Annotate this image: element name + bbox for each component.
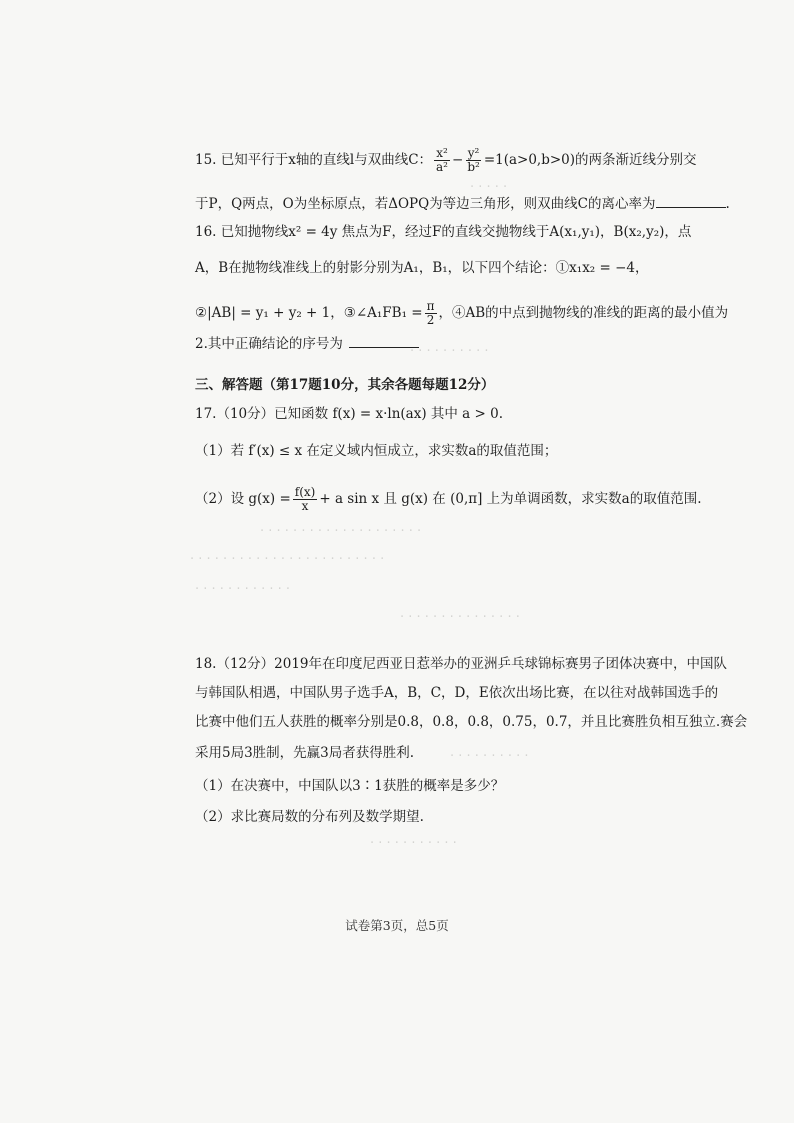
answer-blank [656, 195, 726, 208]
q15-minus: − [452, 152, 464, 168]
bleed-through-text: . . . . . . . . . . . [370, 832, 457, 847]
q18-part1 [195, 776, 695, 796]
bleed-through-text: . . . . . . . . . . [450, 745, 529, 760]
bleed-through-text: . . . . . . . . . . . . . . . [400, 606, 520, 621]
q16-line3 [195, 299, 729, 327]
q17-part1 [195, 441, 695, 461]
q18-part1-text: （1）在决赛中，中国队以3∶1获胜的概率是多少？ [195, 778, 505, 794]
q17-part2 [195, 485, 702, 513]
q16-frac-num: π [426, 299, 435, 313]
q15-frac-num2: y² [467, 146, 480, 160]
q16-text3b: ，④AB的中点到抛物线的准线的距离的最小值为 [438, 305, 729, 321]
q15-frac-den2: b² [467, 160, 480, 174]
section-heading [195, 375, 695, 395]
q17-frac-den: x [301, 499, 309, 513]
bleed-through-text: . . . . . . . . . . . . . . . . . . . . . . . . [190, 548, 385, 563]
q15-line2 [195, 194, 730, 214]
q17-line1 [195, 404, 695, 424]
q18-line2 [195, 683, 719, 703]
q18-text3: 比赛中他们五人获胜的概率分别是0.8，0.8，0.8，0.75，0.7，并且比赛胜负相互独立.赛会 [195, 714, 748, 730]
q16-text1: 16. 已知抛物线x² = 4y 焦点为F，经过F的直线交抛物线于A(x₁,y₁)，B(x₂,y₂)，点 [195, 224, 692, 240]
q18-text4: 采用5局3胜制，先赢3局者获得胜利. [195, 745, 415, 761]
bleed-through-text: . . . . . . . . . . . . . . . . . . . . [260, 520, 422, 535]
q16-text2: A，B在抛物线准线上的射影分别为A₁，B₁，以下四个结论：①x₁x₂ = −4， [195, 260, 649, 276]
q15-line1 [195, 147, 695, 174]
q15-text2: 于P，Q两点，O为坐标原点，若ΔOPQ为等边三角形，则双曲线C的离心率为 [195, 196, 656, 212]
q15-text: 15. 已知平行于x轴的直线l与双曲线C： [195, 152, 433, 168]
q18-text2: 与韩国队相遇，中国队男子选手A，B，C，D，E依次出场比赛，在以往对战韩国选手的 [195, 685, 719, 701]
q18-line1 [195, 654, 728, 674]
q18-part2-text: （2）求比赛局数的分布列及数学期望. [195, 809, 424, 825]
bleed-through-text: . . . . . . . . . . . . [195, 578, 291, 593]
bleed-through-text: . . . . . [470, 176, 508, 191]
page-footer: 试卷第3页，总5页 [345, 918, 449, 933]
q16-line1 [195, 222, 695, 242]
q17-part1-text: （1）若 f′(x) ≤ x 在定义域内恒成立，求实数a的取值范围； [195, 443, 558, 459]
bleed-through-text: . . . . . . . . . . [410, 340, 489, 355]
q15-fraction-x [434, 147, 450, 174]
q18-text1: 18.（12分）2019年在印度尼西亚日惹举办的亚洲乒乓球锦标赛男子团体决赛中，中国队 [195, 656, 728, 672]
q15-fraction-y [465, 147, 482, 174]
q17-text1: 17.（10分）已知函数 f(x) = x·ln(ax) 其中 a > 0. [195, 406, 503, 422]
q16-fraction [425, 300, 437, 327]
q16-text3a: ②|AB| = y₁ + y₂ + 1，③∠A₁FB₁ = [195, 305, 423, 321]
q17-fraction [293, 486, 318, 513]
q18-part2 [195, 807, 695, 827]
q18-line3 [195, 712, 748, 732]
q16-frac-den: 2 [426, 313, 435, 327]
q17-frac-num: f(x) [294, 485, 316, 499]
answer-blank [349, 335, 419, 348]
q15-frac-num: x² [436, 146, 448, 160]
q18-line4 [195, 743, 695, 763]
q16-line2 [195, 258, 695, 278]
section-heading-text: 三、解答题（第17题10分，其余各题每题12分） [195, 377, 495, 393]
q17-part2b: + a sin x 且 g(x) 在 (0,π] 上为单调函数，求实数a的取值范围. [319, 491, 702, 507]
q16-text4: 2.其中正确结论的序号为 [195, 336, 343, 352]
q15-rest: =1(a>0,b>0)的两条渐近线分别交 [483, 152, 697, 168]
q15-frac-den: a² [436, 160, 448, 174]
q17-part2a: （2）设 g(x) = [195, 491, 291, 507]
q15-end: . [725, 196, 730, 212]
q16-line4 [195, 334, 695, 354]
